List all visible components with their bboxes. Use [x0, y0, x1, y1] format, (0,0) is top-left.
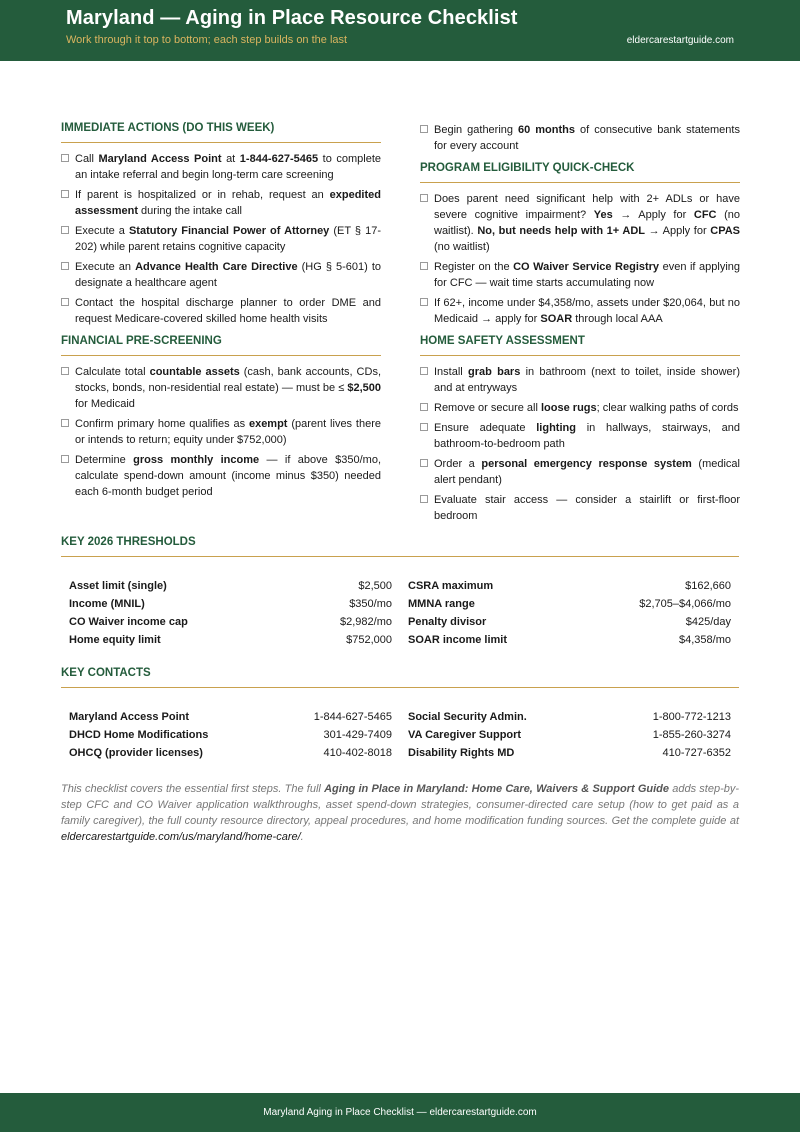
item-text: Call — [75, 153, 99, 165]
item-text: Register on the — [434, 261, 514, 273]
item-emphasis: 1-844-627-5465 — [239, 153, 319, 165]
table-row — [69, 708, 392, 726]
thresholds-heading: KEY 2026 THRESHOLDS — [61, 536, 739, 557]
financial-prescreening-heading: FINANCIAL PRE-SCREENING — [61, 335, 381, 356]
item-text: in hallways, stairways, and bathroom-to-bedroom path — [434, 422, 740, 450]
item-text: at — [221, 153, 240, 165]
item-emphasis: Statutory Financial Power of Attorney — [128, 225, 330, 237]
row-label: DHCD Home Modifications — [69, 729, 209, 741]
item-emphasis: lighting — [536, 422, 576, 434]
note-mid: adds step-by-step CFC and CO Waiver application walkthroughs, asset spend-down strategies, consumer-directed care setup (how to get paid as a family caregiver), the full county resource directory, appeal procedures, and home modification funding sources. Get the complete guide at — [61, 783, 740, 827]
table-row — [408, 726, 731, 744]
row-value: 301-429-7409 — [323, 729, 392, 741]
contacts-heading: KEY CONTACTS — [61, 667, 739, 688]
guide-title: Aging in Place in Maryland: Home Care, Waivers & Support Guide — [324, 783, 669, 795]
left-column — [61, 122, 381, 508]
row-label: MMNA range — [408, 598, 475, 610]
row-label: Disability Rights MD — [408, 747, 515, 759]
checklist-item — [420, 456, 740, 488]
item-text: (no waitlist). — [434, 209, 740, 237]
row-value: 1-844-627-5465 — [313, 711, 392, 723]
contacts-section — [61, 667, 739, 762]
item-text: (HG § 5-601) to designate a healthcare agent — [75, 261, 382, 289]
checkbox-icon[interactable] — [420, 495, 428, 503]
row-label: SOAR income limit — [408, 634, 508, 646]
row-label: Maryland Access Point — [69, 711, 190, 723]
checklist-item — [61, 452, 381, 500]
item-emphasis: exempt — [248, 418, 288, 430]
item-text: Install — [434, 366, 468, 378]
item-text: If 62+, income under $4,358/mo, assets under $20,064, but no Medicaid → apply for — [434, 297, 740, 325]
checkbox-icon[interactable] — [61, 298, 69, 306]
row-label: Penalty divisor — [408, 616, 487, 628]
row-value: $425/day — [685, 616, 731, 628]
checkbox-icon[interactable] — [61, 455, 69, 463]
page-footer — [0, 1093, 800, 1132]
item-text: → Apply for — [645, 225, 711, 237]
row-value: $350/mo — [349, 598, 392, 610]
page-subtitle: Work through it top to bottom; each step builds on the last — [66, 34, 348, 46]
checklist-item — [61, 416, 381, 448]
eligibility-heading: PROGRAM ELIGIBILITY QUICK-CHECK — [420, 162, 740, 183]
home-safety-heading: HOME SAFETY ASSESSMENT — [420, 335, 740, 356]
item-text: even if applying for CFC — wait time starts accumulating now — [434, 261, 741, 289]
eligibility-list — [420, 191, 740, 327]
table-row — [408, 744, 731, 762]
item-emphasis: Yes — [593, 209, 613, 221]
right-column — [420, 122, 740, 532]
table-row — [69, 595, 392, 613]
table-row — [69, 744, 392, 762]
checkbox-icon[interactable] — [420, 367, 428, 375]
contacts-right — [408, 708, 731, 762]
item-text: in bathroom (next to toilet, inside shower) and at entryways — [434, 366, 740, 394]
checkbox-icon[interactable] — [420, 194, 428, 202]
item-text: Order a — [434, 458, 482, 470]
note-pre: This checklist covers the essential first steps. The full — [61, 783, 325, 795]
checkbox-icon[interactable] — [61, 154, 69, 162]
header-site: eldercarestartguide.com — [626, 35, 734, 46]
checklist-item — [420, 191, 740, 255]
row-value: 1-800-772-1213 — [652, 711, 731, 723]
row-label: Home equity limit — [69, 634, 161, 646]
checklist-item — [61, 223, 381, 255]
checklist-item — [420, 295, 740, 327]
checkbox-icon[interactable] — [61, 190, 69, 198]
item-text: Begin gathering — [434, 124, 519, 136]
item-emphasis: grab bars — [468, 366, 521, 378]
bank-statements-list — [420, 122, 740, 154]
checklist-item — [420, 492, 740, 524]
item-emphasis: expedited assessment — [75, 189, 381, 217]
row-label: Income (MNIL) — [69, 598, 145, 610]
item-text: to complete an intake referral and begin long-term care screening — [75, 153, 381, 181]
item-emphasis: SOAR — [540, 313, 573, 325]
thresholds-section — [61, 536, 739, 649]
contacts-table — [61, 708, 739, 762]
item-text: of consecutive bank statements for every account — [434, 124, 740, 152]
checkbox-icon[interactable] — [420, 459, 428, 467]
page-header — [0, 0, 800, 61]
checkbox-icon[interactable] — [61, 226, 69, 234]
checkbox-icon[interactable] — [61, 419, 69, 427]
checkbox-icon[interactable] — [420, 423, 428, 431]
checklist-item — [420, 420, 740, 452]
item-emphasis: Advance Health Care Directive — [135, 261, 298, 273]
checklist-item — [61, 259, 381, 291]
row-value: 1-855-260-3274 — [652, 729, 731, 741]
home-safety-list — [420, 364, 740, 524]
row-label: Asset limit (single) — [69, 580, 167, 592]
table-row — [408, 595, 731, 613]
table-row — [408, 631, 731, 649]
note-end: . — [300, 831, 304, 843]
checklist-item — [420, 364, 740, 396]
item-text: during the intake call — [138, 205, 242, 217]
thresholds-table — [61, 577, 739, 649]
thresholds-left — [69, 577, 392, 649]
table-row — [408, 613, 731, 631]
table-row — [408, 708, 731, 726]
item-text: (medical alert pendant) — [434, 458, 740, 486]
page-title: Maryland — Aging in Place Resource Checklist — [66, 7, 518, 29]
item-text: (cash, bank accounts, CDs, stocks, bonds, non-residential real estate) — must be ≤ — [75, 366, 382, 394]
item-text: Remove or secure all — [434, 402, 541, 414]
table-row — [69, 726, 392, 744]
item-emphasis: 60 months — [518, 124, 575, 136]
item-text: Calculate total — [75, 366, 150, 378]
row-label: Social Security Admin. — [408, 711, 527, 723]
contacts-left — [69, 708, 392, 762]
immediate-actions-list — [61, 151, 381, 327]
item-emphasis: personal emergency response system — [481, 458, 692, 470]
item-text: Ensure adequate — [434, 422, 537, 434]
item-emphasis: CFC — [693, 209, 717, 221]
item-text: through local AAA — [572, 313, 663, 325]
row-value: $2,982/mo — [340, 616, 392, 628]
item-text: — if above $350/mo, calculate spend-down amount (income minus $350) needed each 6-month budget period — [75, 454, 382, 498]
item-emphasis: No, but needs help with 1+ ADL — [477, 225, 646, 237]
row-value: $2,705–$4,066/mo — [639, 598, 731, 610]
item-text: Execute a — [75, 225, 129, 237]
checklist-item — [61, 151, 381, 183]
table-row — [408, 577, 731, 595]
row-label: CSRA maximum — [408, 580, 494, 592]
financial-prescreening-list — [61, 364, 381, 500]
row-value: 410-727-6352 — [662, 747, 731, 759]
checklist-item — [420, 400, 740, 416]
table-row — [69, 613, 392, 631]
item-text: (no waitlist) — [434, 241, 490, 253]
checkbox-icon[interactable] — [420, 298, 428, 306]
item-text: Execute an — [75, 261, 136, 273]
row-value: $2,500 — [358, 580, 392, 592]
item-text: (parent lives there or intends to return; equity under $752,000) — [75, 418, 381, 446]
item-text: If parent is hospitalized or in rehab, request an — [75, 189, 330, 201]
checkbox-icon[interactable] — [420, 262, 428, 270]
item-emphasis: CO Waiver Service Registry — [513, 261, 660, 273]
table-row — [69, 631, 392, 649]
row-label: VA Caregiver Support — [408, 729, 522, 741]
thresholds-right — [408, 577, 731, 649]
checklist-item — [61, 364, 381, 412]
item-text: Contact the hospital discharge planner to order DME and request Medicare-covered skilled home health visits — [75, 297, 381, 325]
row-value: 410-402-8018 — [323, 747, 392, 759]
row-value: $162,660 — [685, 580, 731, 592]
guide-note — [61, 781, 739, 845]
row-value: $752,000 — [346, 634, 392, 646]
item-text: Confirm primary home qualifies as — [75, 418, 249, 430]
checklist-item — [420, 122, 740, 154]
item-emphasis: gross monthly income — [133, 454, 260, 466]
immediate-actions-heading: IMMEDIATE ACTIONS (DO THIS WEEK) — [61, 122, 381, 143]
row-label: CO Waiver income cap — [69, 616, 188, 628]
footer-text: Maryland Aging in Place Checklist — eldercarestartguide.com — [263, 1107, 537, 1118]
checkbox-icon[interactable] — [420, 125, 428, 133]
item-text: for Medicaid — [75, 398, 135, 410]
checkbox-icon[interactable] — [420, 403, 428, 411]
checkbox-icon[interactable] — [61, 262, 69, 270]
item-text: Determine — [75, 454, 134, 466]
guide-link[interactable]: eldercarestartguide.com/us/maryland/home-care/ — [61, 831, 301, 843]
item-emphasis: loose rugs — [541, 402, 597, 414]
item-emphasis: $2,500 — [347, 382, 381, 394]
item-emphasis: Maryland Access Point — [98, 153, 222, 165]
row-value: $4,358/mo — [679, 634, 731, 646]
checklist-item — [61, 295, 381, 327]
checkbox-icon[interactable] — [61, 367, 69, 375]
item-text: Does parent need significant help with 2+ ADLs or have severe cognitive impairment? — [434, 193, 740, 221]
item-text: → Apply for — [612, 209, 694, 221]
item-emphasis: countable assets — [149, 366, 240, 378]
checklist-item — [61, 187, 381, 219]
row-label: OHCQ (provider licenses) — [69, 747, 203, 759]
item-emphasis: CPAS — [710, 225, 740, 237]
checklist-item — [420, 259, 740, 291]
item-text: (ET § 17-202) while parent retains cognitive capacity — [75, 225, 381, 253]
table-row — [69, 577, 392, 595]
item-text: ; clear walking paths of cords — [596, 402, 739, 414]
item-text: Evaluate stair access — consider a stairlift or first-floor bedroom — [434, 494, 740, 522]
